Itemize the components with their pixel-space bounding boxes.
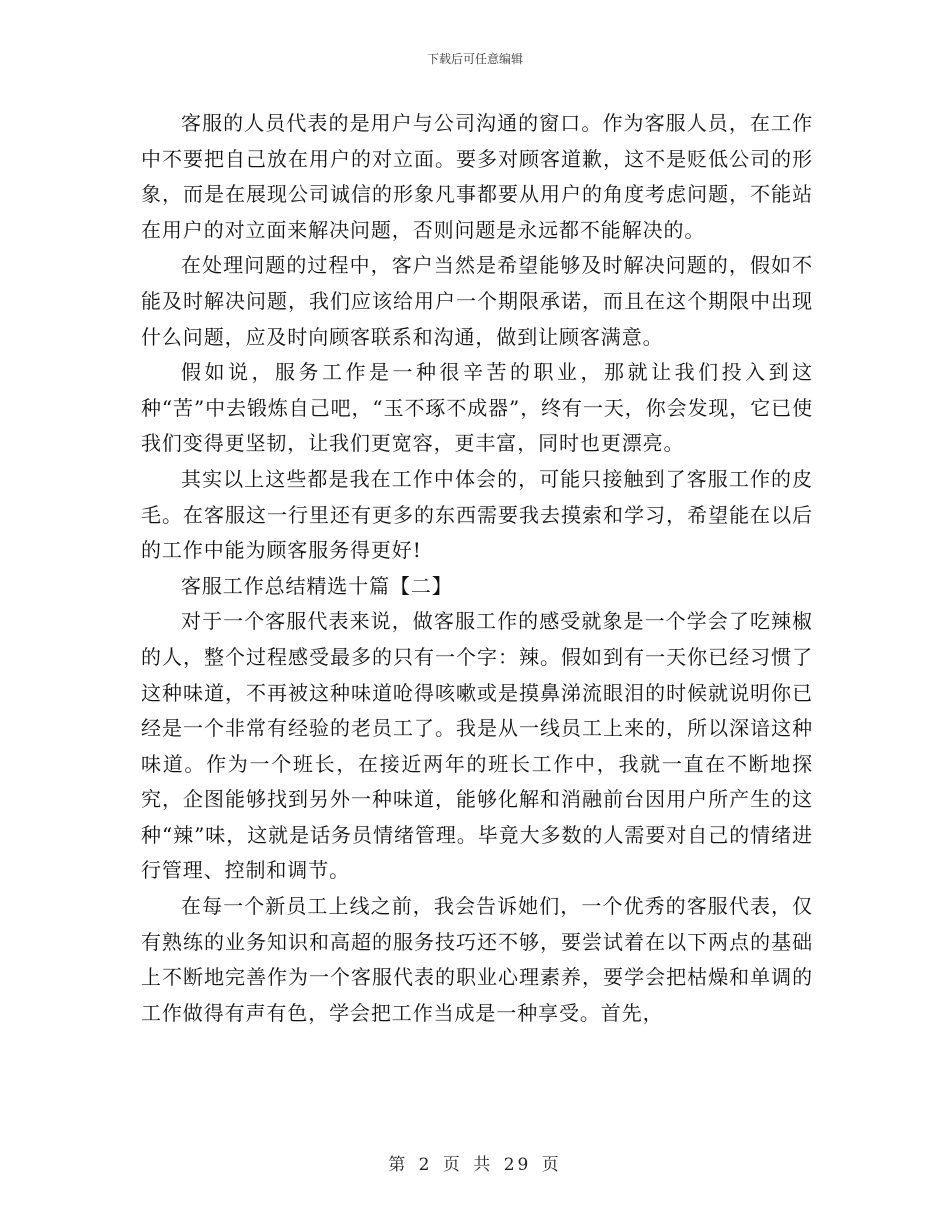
paragraph: 其实以上这些都是我在工作中体会的，可能只接触到了客服工作的皮毛。在客服这一行里还有更多的东西需要我去摸索和学习，希望能在以后的工作中能为顾客服务得更好! bbox=[141, 466, 813, 563]
paragraph: 客服的人员代表的是用户与公司沟通的窗口。作为客服人员，在工作中不要把自己放在用户的对立面。要多对顾客道歉，这不是贬低公司的形象，而是在展现公司诚信的形象凡事都要从用户的角度考虑问题，不能站在用户的对立面来解决问题，否则问题是永远都不能解决的。 bbox=[141, 111, 813, 242]
paragraph: 在处理问题的过程中，客户当然是希望能够及时解决问题的，假如不能及时解决问题，我们应该给用户一个期限承诺，而且在这个期限中出现什么问题，应及时向顾客联系和沟通，做到让顾客满意。 bbox=[141, 253, 813, 349]
section-heading: 客服工作总结精选十篇【二】 bbox=[181, 573, 453, 598]
paragraph: 在每一个新员工上线之前，我会告诉她们，一个优秀的客服代表，仅有熟练的业务知识和高超的服务技巧还不够，要尝试着在以下两点的基础上不断地完善作为一个客服代表的职业心理素养，要学会把枯燥和单调的工作做得有声有色，学会把工作当成是一种享受。首先， bbox=[141, 894, 813, 1025]
document-body bbox=[141, 106, 813, 1031]
paragraph: 假如说，服务工作是一种很辛苦的职业，那就让我们投入到这种“苦”中去锻炼自己吧，“玉不琢不成器”，终有一天，你会发现，它已使我们变得更坚韧，让我们更宽容，更丰富，同时也更漂亮。 bbox=[141, 360, 813, 456]
paragraph: 对于一个客服代表来说，做客服工作的感受就象是一个学会了吃辣椒的人，整个过程感受最多的只有一个字：辣。假如到有一天你已经习惯了这种味道，不再被这种味道呛得咳嗽或是摸鼻涕流眼泪的时候就说明你已经是一个非常有经验的老员工了。我是从一线员工上来的，所以深谙这种味道。作为一个班长，在接近两年的班长工作中，我就一直在不断地探究，企图能够找到另外一种味道，能够化解和消融前台因用户所产生的这种“辣”味，这就是话务员情绪管理。毕竟大多数的人需要对自己的情绪进行管理、控制和调节。 bbox=[141, 609, 813, 883]
page-header: 下载后可任意编辑 bbox=[426, 52, 523, 66]
page-footer: 第 2 页 共 29 页 bbox=[388, 1155, 562, 1175]
